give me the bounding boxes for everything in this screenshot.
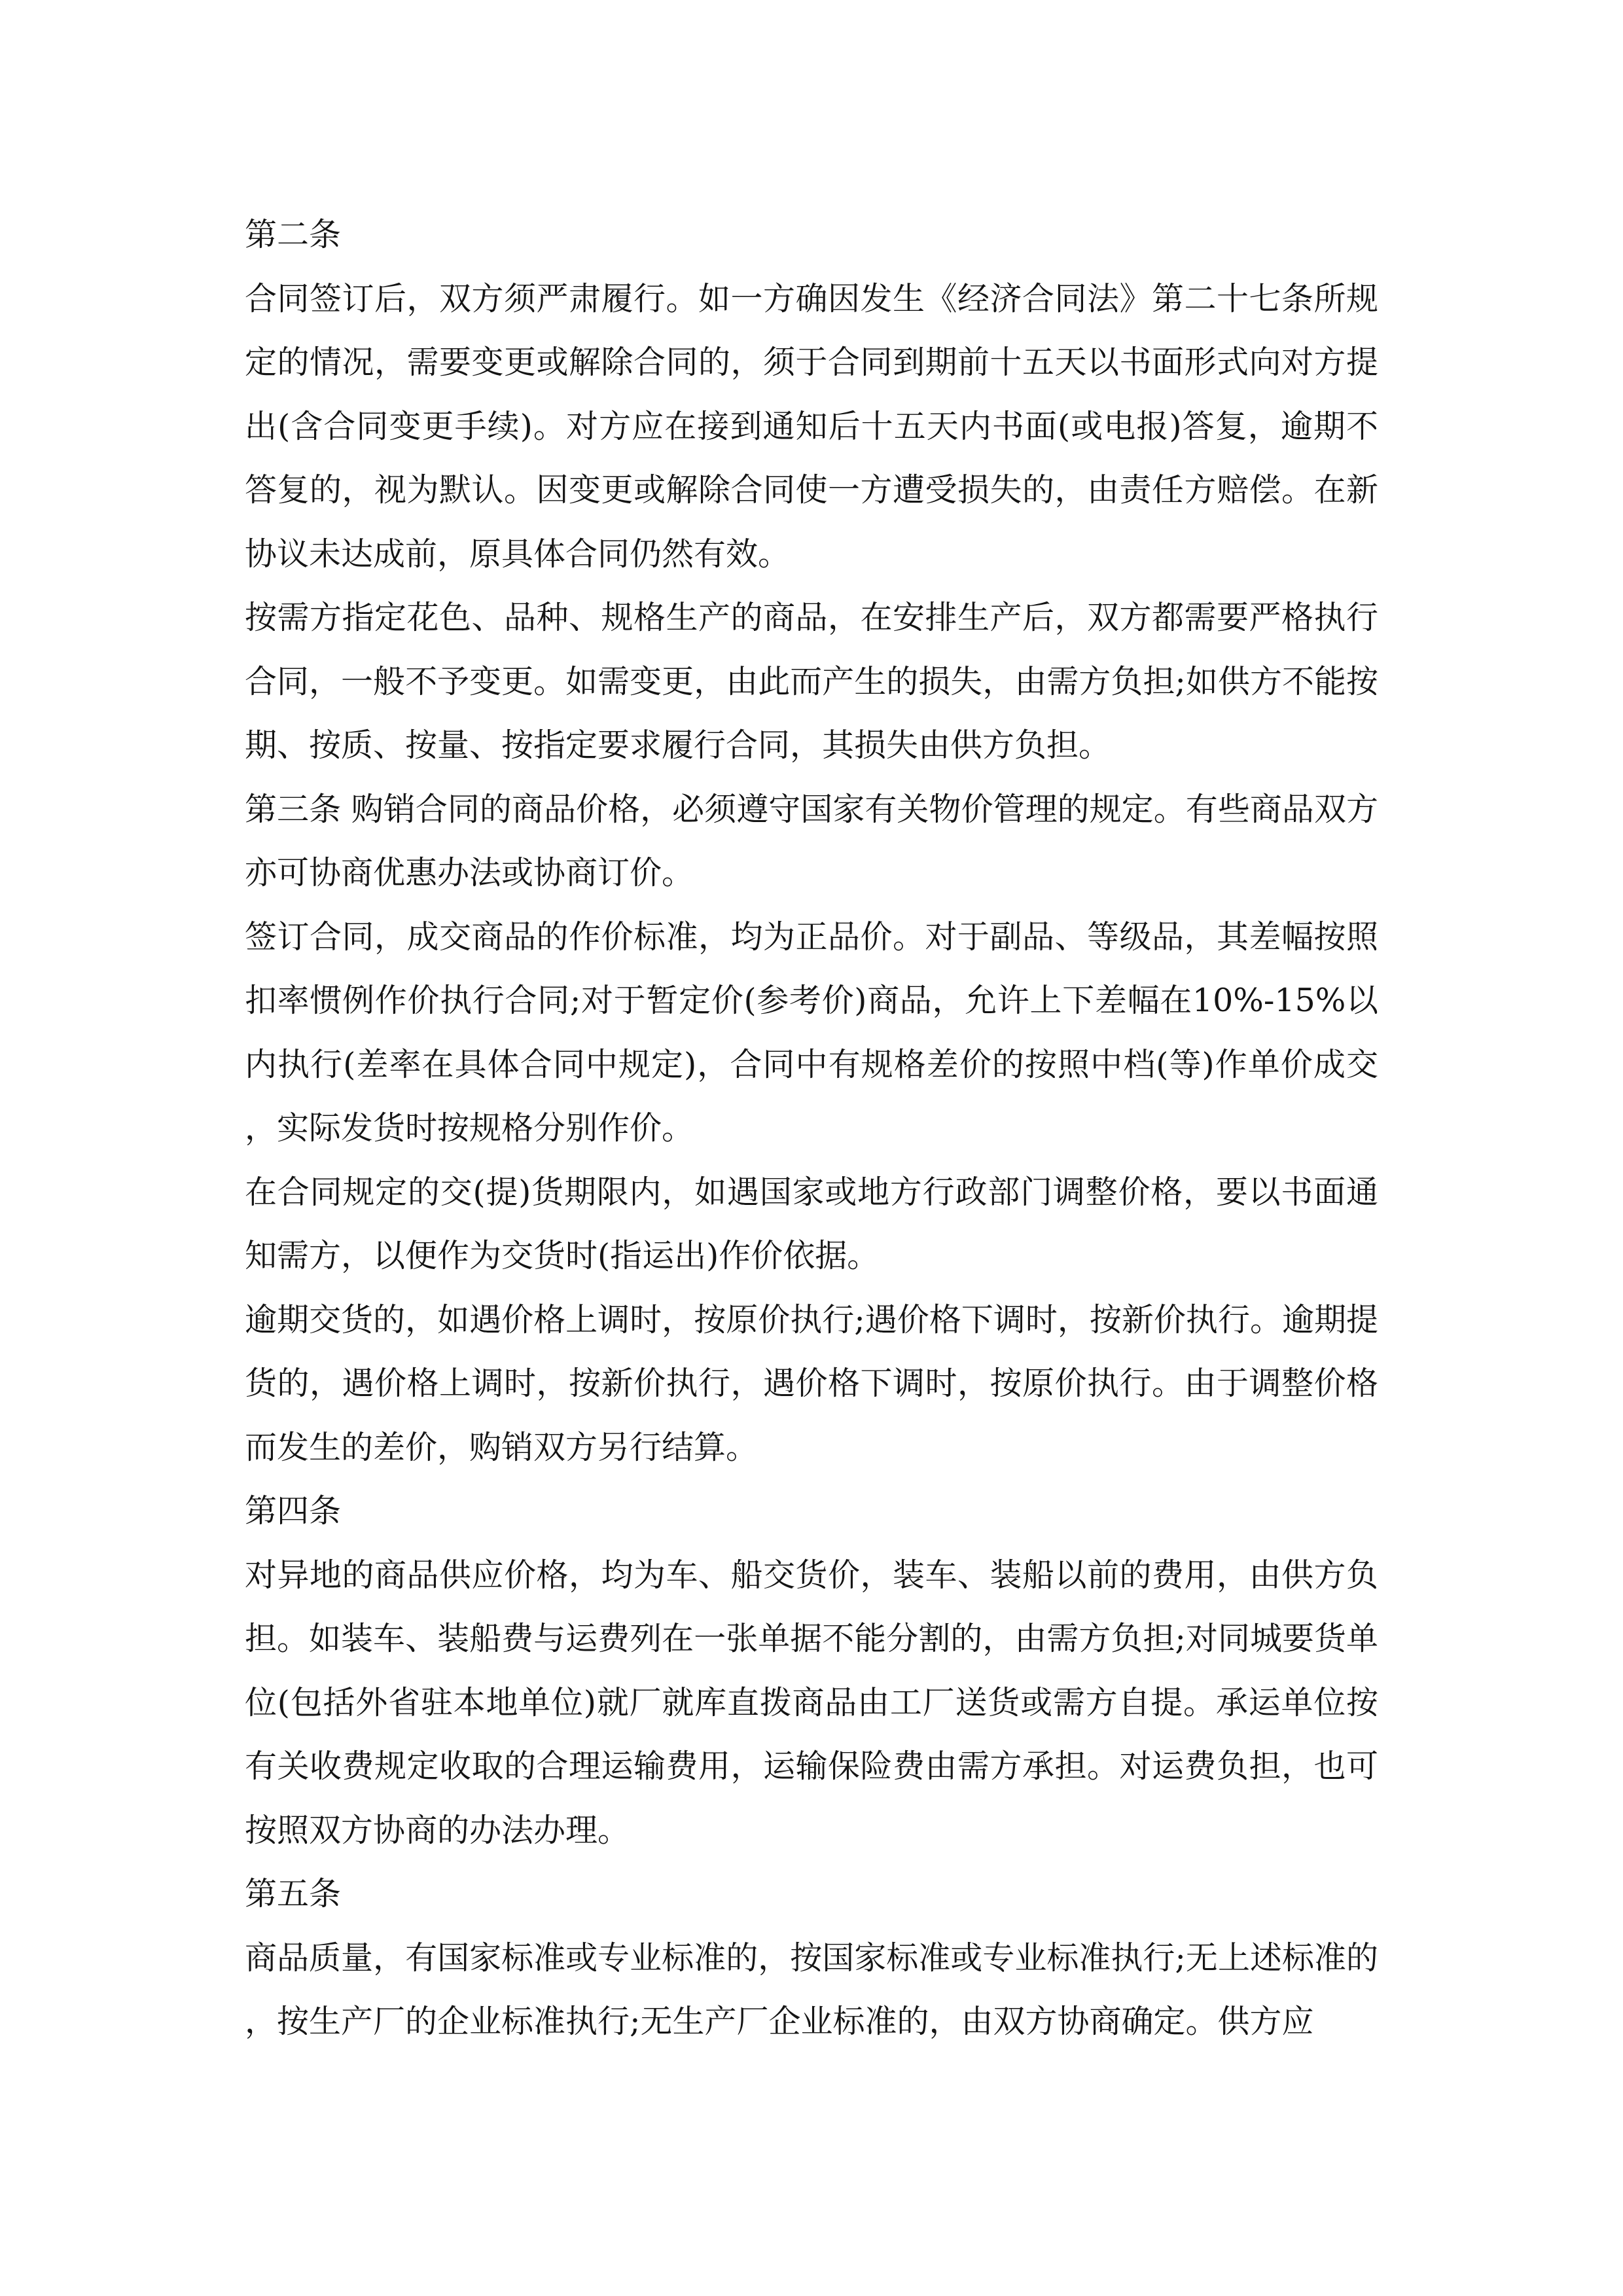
article-4-heading: 第四条 xyxy=(245,1492,342,1530)
article-2-paragraph-1: 合同签订后，双方须严肃履行。如一方确因发生《经济合同法》第二十七条所规定的情况，需要变更或解除合同的，须于合同到期前十五天以书面形式向对方提出(含合同变更手续)。对方应在接到通知后十五天内书面(或电报)答复，逾期不答复的，视为默认。因变更或解除合同使一方遭受损失的，由责任方赔偿。在新协议未达成前，原具体合同仍然有效。 xyxy=(245,279,1378,573)
article-5-paragraph-1: 商品质量，有国家标准或专业标准的，按国家标准或专业标准执行;无上述标准的，按生产厂的企业标准执行;无生产厂企业标准的，由双方协商确定。供方应 xyxy=(245,1939,1378,2040)
article-3-paragraph-2: 签订合同，成交商品的作价标准，均为正品价。对于副品、等级品，其差幅按照扣率惯例作价执行合同;对于暂定价(参考价)商品，允许上下差幅在10%-15%以内执行(差率在具体合同中规定)，合同中有规格差价的按照中档(等)作单价成交，实际发货时按规格分别作价。 xyxy=(245,918,1378,1147)
article-2-paragraph-2: 按需方指定花色、品种、规格生产的商品，在安排生产后，双方都需要严格执行合同，一般不予变更。如需变更，由此而产生的损失，由需方负担;如供方不能按期、按质、按量、按指定要求履行合同，其损失由供方负担。 xyxy=(245,599,1378,764)
document-body xyxy=(245,203,1378,2054)
article-3-paragraph-4: 逾期交货的，如遇价格上调时，按原价执行;遇价格下调时，按新价执行。逾期提货的，遇价格上调时，按新价执行，遇价格下调时，按原价执行。由于调整价格而发生的差价，购销双方另行结算。 xyxy=(245,1300,1378,1466)
article-5-heading: 第五条 xyxy=(245,1875,342,1912)
article-3-paragraph-1: 第三条 购销合同的商品价格，必须遵守国家有关物价管理的规定。有些商品双方亦可协商优惠办法或协商订价。 xyxy=(245,790,1378,891)
article-2-heading: 第二条 xyxy=(245,216,342,253)
article-3-paragraph-3: 在合同规定的交(提)货期限内，如遇国家或地方行政部门调整价格，要以书面通知需方，以便作为交货时(指运出)作价依据。 xyxy=(245,1173,1378,1274)
article-4-paragraph-1: 对异地的商品供应价格，均为车、船交货价，装车、装船以前的费用，由供方负担。如装车、装船费与运费列在一张单据不能分割的，由需方负担;对同城要货单位(包括外省驻本地单位)就厂就库直拨商品由工厂送货或需方自提。承运单位按有关收费规定收取的合理运输费用，运输保险费由需方承担。对运费负担，也可按照双方协商的办法办理。 xyxy=(245,1556,1378,1849)
